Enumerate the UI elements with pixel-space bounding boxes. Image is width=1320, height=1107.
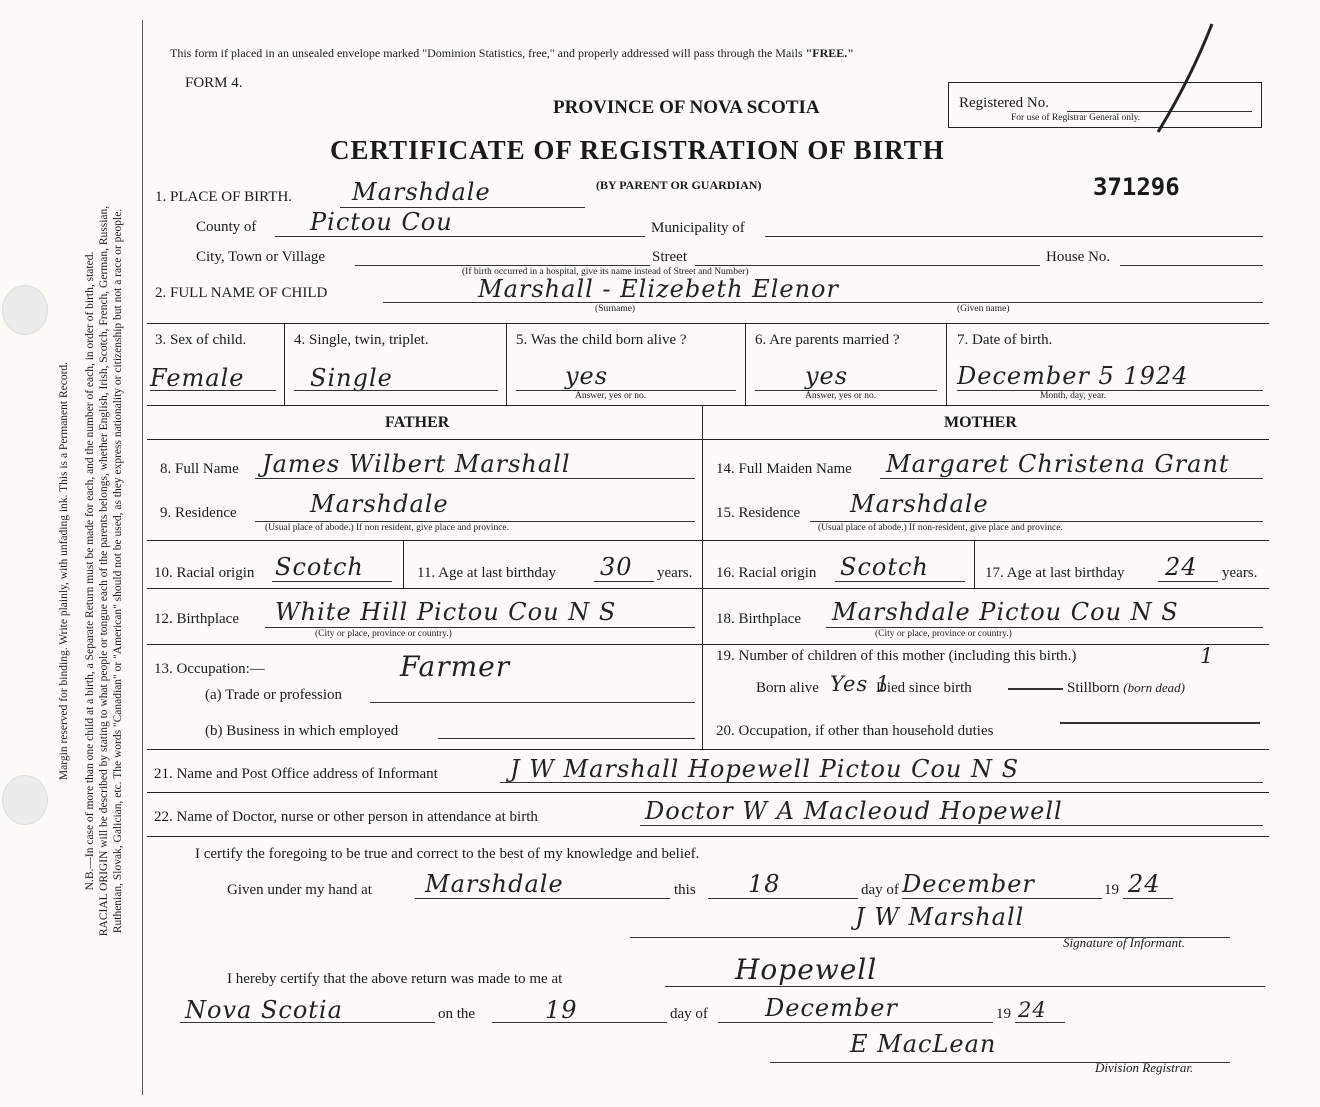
- born-alive-count-label: Born alive: [756, 680, 819, 696]
- died-since-birth-label: Died since birth: [876, 680, 972, 696]
- date-of-birth-note: Month, day, year.: [1040, 391, 1107, 401]
- informant-label: 21. Name and Post Office address of Informant: [154, 766, 438, 782]
- father-birthplace-note: (City or place, province or country.): [315, 629, 452, 639]
- father-age-value: 30: [600, 553, 633, 581]
- registrar-signature-label: Division Registrar.: [1095, 1060, 1194, 1075]
- registrar-year-prefix: 19: [996, 1006, 1011, 1022]
- trade-label: (a) Trade or profession: [205, 687, 343, 703]
- child-name-label: 2. FULL NAME OF CHILD: [155, 285, 328, 301]
- form-number: FORM 4.: [185, 75, 243, 91]
- registrar-check-mark: [1150, 20, 1220, 140]
- certify-day-value: 18: [748, 870, 781, 898]
- born-alive-value: yes: [565, 362, 609, 390]
- mother-occupation-label: 20. Occupation, if other than household duties: [716, 723, 994, 739]
- county-label: County of: [196, 219, 257, 235]
- certify-day-of-label: day of: [861, 882, 899, 898]
- side-note-3: RACIAL ORIGIN will be described by stating to what people or tongue each of the parents belongs, whether English, Irish, Scotch, French, German, Russian,: [98, 205, 110, 937]
- born-alive-count-value: Yes 1: [830, 672, 891, 696]
- father-occupation-value: Farmer: [400, 650, 511, 683]
- mother-name-value: Margaret Christena Grant: [886, 450, 1230, 478]
- child-name-value: Marshall - Elizebeth Elenor: [478, 275, 839, 303]
- informant-value: J W Marshall Hopewell Pictou Cou N S: [510, 755, 1020, 783]
- mother-age-value: 24: [1165, 553, 1198, 581]
- doctor-value: Doctor W A Macleoud Hopewell: [645, 797, 1063, 825]
- registered-label: Registered No.: [959, 95, 1049, 111]
- margin-rule: [142, 20, 143, 1095]
- mother-residence-label: 15. Residence: [716, 505, 801, 521]
- municipality-label: Municipality of: [651, 220, 745, 236]
- certificate-number: 371296: [1093, 173, 1180, 201]
- registrar-place-value: Hopewell: [735, 953, 878, 986]
- doctor-label: 22. Name of Doctor, nurse or other person in attendance at birth: [154, 809, 538, 825]
- given-under-hand-label: Given under my hand at: [227, 882, 372, 898]
- stillborn-label: Stillborn (born dead): [1067, 680, 1186, 696]
- street-label: Street: [652, 249, 687, 265]
- mother-residence-note: (Usual place of abode.) If non-resident, give place and province.: [818, 523, 1063, 533]
- registrar-province-value: Nova Scotia: [185, 996, 343, 1024]
- born-alive-note: Answer, yes or no.: [575, 391, 647, 401]
- registrar-on-the-label: on the: [438, 1006, 476, 1022]
- parents-married-value: yes: [805, 362, 849, 390]
- certify-statement: I certify the foregoing to be true and correct to the best of my knowledge and belief.: [195, 846, 700, 862]
- informant-signature-label: Signature of Informant.: [1063, 935, 1185, 950]
- county-value: Pictou Cou: [310, 208, 453, 236]
- born-alive-label: 5. Was the child born alive ?: [516, 332, 687, 348]
- single-twin-label: 4. Single, twin, triplet.: [294, 332, 429, 348]
- page-subtitle: (BY PARENT OR GUARDIAN): [596, 178, 762, 192]
- father-years-label: years.: [657, 565, 693, 581]
- registrar-note: For use of Registrar General only.: [1011, 113, 1141, 123]
- mother-heading: MOTHER: [944, 414, 1017, 431]
- this-label: this: [674, 882, 696, 898]
- father-residence-value: Marshdale: [310, 490, 449, 518]
- informant-signature: J W Marshall: [855, 903, 1025, 931]
- mother-birthplace-note: (City or place, province or country.): [875, 629, 1012, 639]
- city-label: City, Town or Village: [196, 249, 326, 265]
- certify-year-value: 24: [1128, 870, 1161, 898]
- mother-birthplace-value: Marshdale Pictou Cou N S: [832, 598, 1179, 626]
- mail-notice: This form if placed in an unsealed envelope marked "Dominion Statistics, free," and properly addressed will pass through the Mails "FREE.": [170, 46, 854, 60]
- page-title: CERTIFICATE OF REGISTRATION OF BIRTH: [330, 135, 945, 165]
- children-count-value: 1: [1200, 644, 1215, 668]
- mother-racial-origin-label: 16. Racial origin: [716, 565, 817, 581]
- father-name-value: James Wilbert Marshall: [262, 450, 571, 478]
- side-note-2: N.B.—In case of more than one child at a birth, a Separate Return must be made for each, and the number of each, in order of birth, stated.: [84, 251, 96, 891]
- children-count-label: 19. Number of children of this mother (including this birth.): [716, 648, 1077, 664]
- parents-married-note: Answer, yes or no.: [805, 391, 877, 401]
- father-name-label: 8. Full Name: [160, 461, 239, 477]
- mother-years-label: years.: [1222, 565, 1258, 581]
- father-racial-origin-label: 10. Racial origin: [154, 565, 255, 581]
- side-note-4: Ruthenian, Slovak, Galician, etc. The words "Canadian" or "American" should not be used, as they express nationality or citizenship but not a race or people.: [112, 208, 124, 934]
- single-twin-value: Single: [310, 364, 393, 392]
- father-residence-note: (Usual place of abode.) If non resident, give place and province.: [265, 523, 509, 533]
- registrar-month-value: December: [765, 994, 898, 1022]
- punch-hole-top: [2, 285, 48, 335]
- registrar-statement: I hereby certify that the above return was made to me at: [227, 971, 563, 987]
- date-of-birth-label: 7. Date of birth.: [957, 332, 1053, 348]
- parents-married-label: 6. Are parents married ?: [755, 332, 900, 348]
- father-racial-origin-value: Scotch: [275, 553, 364, 581]
- certify-month-value: December: [902, 870, 1035, 898]
- father-age-label: 11. Age at last birthday: [417, 565, 556, 581]
- house-number-label: House No.: [1046, 249, 1111, 265]
- registrar-day-of-label: day of: [670, 1006, 708, 1022]
- place-of-birth-value: Marshdale: [352, 178, 491, 206]
- mother-name-label: 14. Full Maiden Name: [716, 461, 852, 477]
- date-of-birth-value: December 5 1924: [957, 362, 1189, 390]
- business-label: (b) Business in which employed: [205, 723, 399, 739]
- father-heading: FATHER: [385, 414, 450, 431]
- given-name-note: (Given name): [957, 304, 1010, 314]
- mother-age-label: 17. Age at last birthday: [985, 565, 1125, 581]
- surname-note: (Surname): [595, 304, 636, 314]
- given-place-value: Marshdale: [425, 870, 564, 898]
- father-residence-label: 9. Residence: [160, 505, 237, 521]
- sex-value: Female: [150, 364, 245, 392]
- side-note-1: Margin reserved for binding. Write plainly, with unfading ink. This is a Permanent Record.: [58, 361, 70, 781]
- father-occupation-label: 13. Occupation:—: [154, 661, 265, 677]
- province-heading: PROVINCE OF NOVA SCOTIA: [553, 97, 820, 118]
- hospital-note: (If birth occurred in a hospital, give its name instead of Street and Number): [462, 267, 749, 277]
- mother-residence-value: Marshdale: [850, 490, 989, 518]
- certify-year-prefix: 19: [1104, 882, 1119, 898]
- father-birthplace-value: White Hill Pictou Cou N S: [275, 598, 617, 626]
- father-birthplace-label: 12. Birthplace: [154, 611, 239, 627]
- punch-hole-bottom: [2, 775, 48, 825]
- place-of-birth-label: 1. PLACE OF BIRTH.: [155, 189, 293, 205]
- sex-label: 3. Sex of child.: [155, 332, 247, 348]
- registrar-signature: E MacLean: [850, 1030, 997, 1058]
- mother-racial-origin-value: Scotch: [840, 553, 929, 581]
- mother-birthplace-label: 18. Birthplace: [716, 611, 801, 627]
- registrar-year-value: 24: [1018, 998, 1047, 1022]
- registrar-day-value: 19: [545, 996, 578, 1024]
